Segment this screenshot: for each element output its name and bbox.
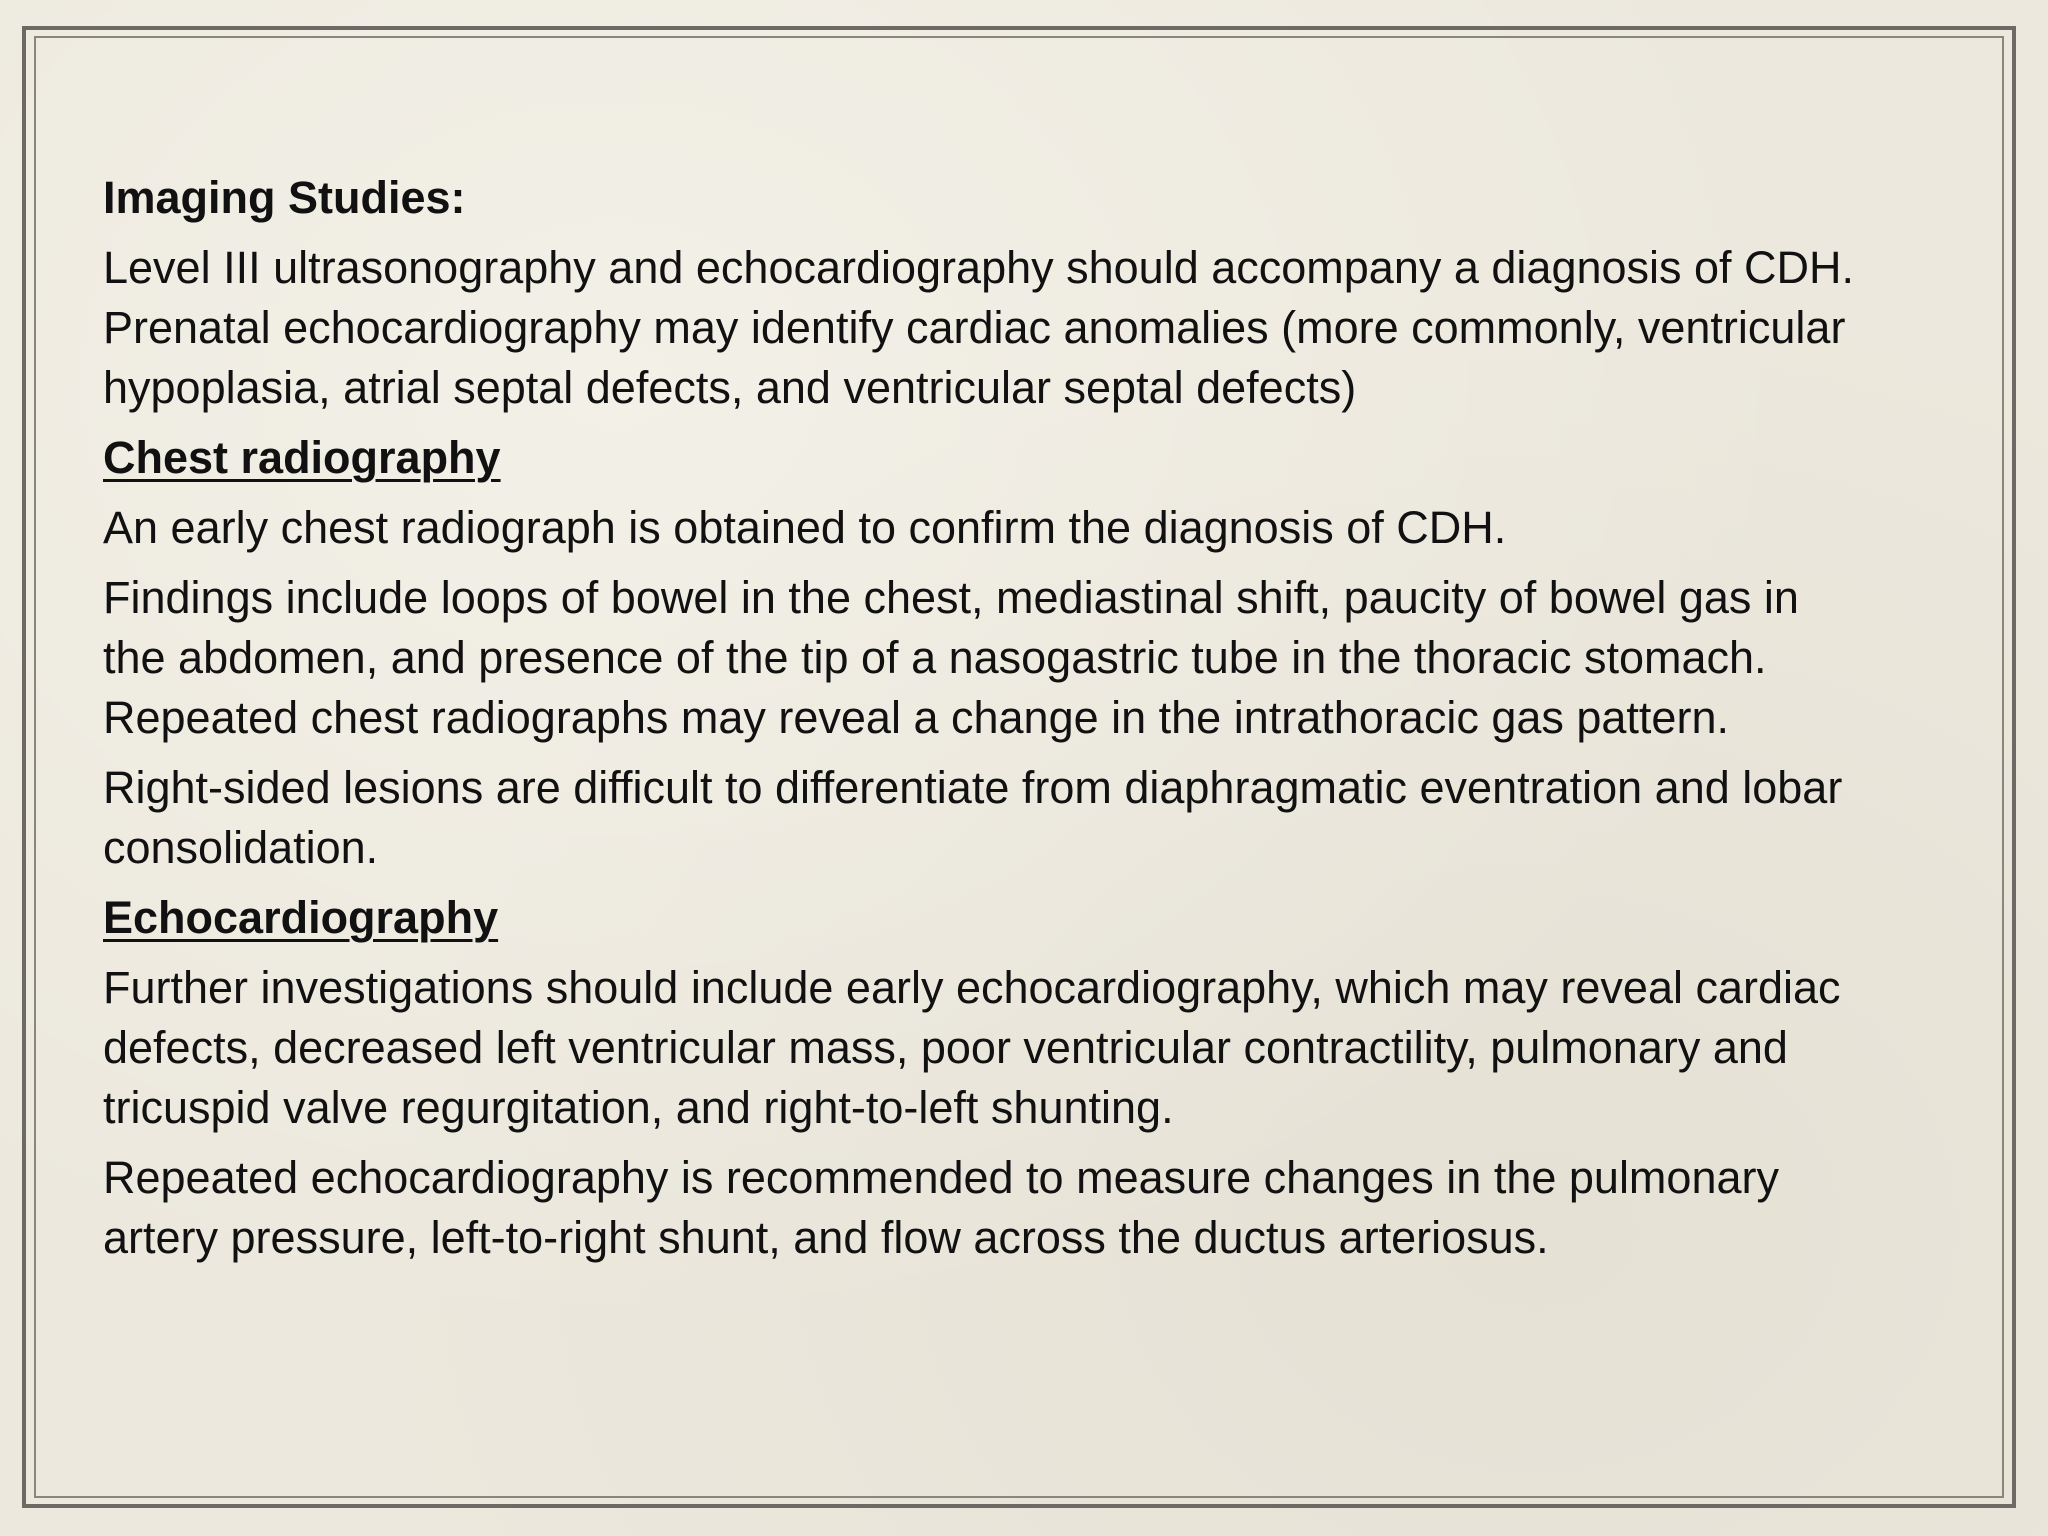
chest-paragraph-1: An early chest radiograph is obtained to confirm the diagnosis of CDH.: [103, 502, 1507, 553]
slide-content: [103, 168, 1863, 1268]
intro-paragraph: Level III ultrasonography and echocardiography should accompany a diagnosis of CDH. Prenatal echocardiography may identify cardiac anomalies (more commonly, ventricular hypoplasia, atrial septal defects, and ventricular septal defects): [103, 242, 1855, 413]
chest-paragraph-3: Right-sided lesions are difficult to differentiate from diaphragmatic eventration and lobar consolidation.: [103, 762, 1843, 873]
chest-paragraph-2: Findings include loops of bowel in the chest, mediastinal shift, paucity of bowel gas in the abdomen, and presence of the tip of a nasogastric tube in the thoracic stomach. Repeated chest radiographs may reveal a change in the intrathoracic gas pattern.: [103, 572, 1799, 743]
echo-paragraph-2: Repeated echocardiography is recommended to measure changes in the pulmonary artery pressure, left-to-right shunt, and flow across the ductus arteriosus.: [103, 1152, 1779, 1263]
slide-title: Imaging Studies:: [103, 172, 466, 223]
echo-paragraph-1: Further investigations should include early echocardiography, which may reveal cardiac defects, decreased left ventricular mass, poor ventricular contractility, pulmonary and tricuspid valve regurgitation, and right-to-left shunting.: [103, 962, 1841, 1133]
section-heading-echocardiography: Echocardiography: [103, 892, 499, 943]
section-heading-chest-radiography: Chest radiography: [103, 432, 501, 483]
